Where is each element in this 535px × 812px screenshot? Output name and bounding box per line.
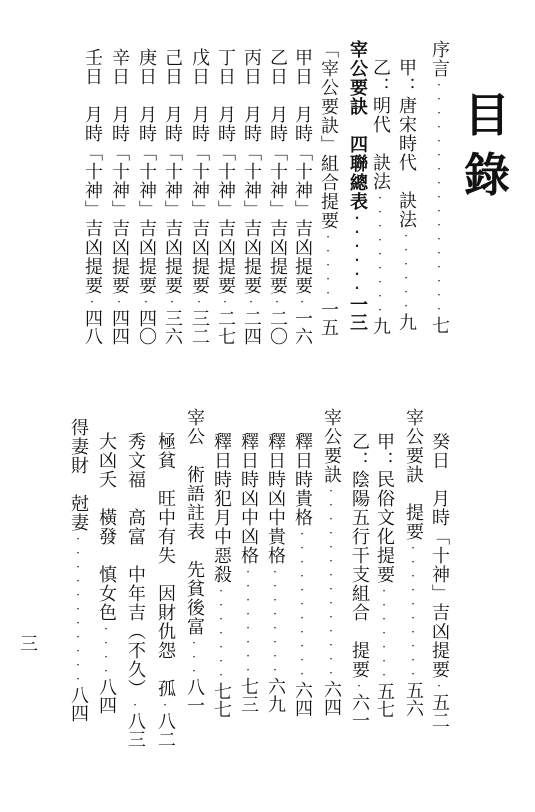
dot-leader: ··········· — [71, 532, 85, 686]
toc-entry — [185, 408, 203, 714]
dot-leader: · — [165, 295, 179, 309]
toc-entry — [239, 432, 257, 713]
toc-entry-title: 癸日 月時「十神」吉凶提要 — [429, 432, 450, 679]
toc-entry-page: 五六 — [403, 681, 424, 717]
toc-entry-title: 宰公要訣 — [321, 408, 342, 484]
toc-entry-page: 三二 — [189, 309, 210, 345]
dot-leader: · — [192, 295, 206, 309]
toc-entry — [293, 48, 311, 345]
toc-entry-title: 釋日時犯月中惡殺 — [211, 432, 232, 584]
toc-entry-page: 九 — [370, 317, 391, 335]
toc-entry-page: 四四 — [109, 309, 130, 345]
dot-leader: ········ — [241, 565, 255, 677]
toc-entry-page: 二七 — [215, 309, 236, 345]
toc-entry-page: 二〇 — [267, 309, 288, 345]
toc-entry — [190, 48, 208, 345]
dot-leader: · — [112, 295, 126, 309]
toc-entry — [371, 58, 389, 335]
toc-entry — [83, 48, 101, 345]
toc-entry-title: 庚日 月時「十神」吉凶提要 — [136, 48, 157, 295]
dot-leader: ····· — [321, 230, 335, 300]
dot-leader: · — [139, 295, 153, 309]
dot-leader: ······ — [399, 229, 413, 313]
toc-entry — [268, 48, 286, 345]
dot-leader: ··· — [187, 636, 201, 678]
toc-entry-title: 甲：民俗文化提要 — [374, 432, 395, 584]
toc-entry-title: 己日 月時「十神」吉凶提要 — [162, 48, 183, 295]
toc-entry-title: 極貧 旺中有失 因財仇怨 孤 — [155, 432, 176, 698]
dot-leader: · — [432, 679, 446, 693]
toc-entry-title: 辛日 月時「十神」吉凶提要 — [109, 48, 130, 295]
dot-leader: ······· — [214, 584, 228, 682]
toc-entry-page: 六一 — [349, 693, 370, 729]
toc-entry-page: 四〇 — [136, 309, 157, 345]
toc-entry-title: 乙日 月時「十神」吉凶提要 — [267, 48, 288, 295]
toc-entry — [97, 432, 115, 714]
toc-entry — [350, 432, 368, 729]
toc-entry-page: 七七 — [211, 682, 232, 718]
toc-entry-title: 乙：明代 訣法 — [370, 58, 391, 191]
toc-entry — [319, 40, 337, 336]
toc-entry-title: 得妻財 尅妻 — [68, 418, 89, 532]
toc-entry-title: 宰公要訣 四聯總表 — [347, 40, 368, 211]
toc-entry-page: 九 — [396, 313, 417, 331]
toc-entry-page: 四八 — [82, 309, 103, 345]
dot-leader: · — [158, 698, 172, 712]
dot-leader: ······· — [377, 584, 391, 682]
toc-entry-title: 甲日 月時「十神」吉凶提要 — [292, 48, 313, 295]
toc-entry — [216, 48, 234, 345]
toc-entry-page: 五二 — [429, 693, 450, 729]
toc-entry-page: 八三 — [125, 712, 146, 748]
dot-leader: · — [352, 679, 366, 693]
dot-leader: · — [244, 295, 258, 309]
toc-entry-title: 序言 — [429, 40, 450, 78]
toc-title-char-1: 目 — [464, 88, 510, 142]
toc-entry — [397, 58, 415, 331]
toc-entry-title: 大凶夭 橫發 慎女色 — [96, 432, 117, 622]
dot-leader: ·········· — [406, 541, 420, 681]
toc-entry-page: 五七 — [374, 682, 395, 718]
toc-entry — [375, 432, 393, 718]
toc-entry — [266, 432, 284, 713]
toc-entry-title: 秀文福 高富 中年吉（不久） — [125, 432, 146, 698]
toc-entry — [348, 40, 366, 331]
toc-entry-page: 八一 — [184, 678, 205, 714]
toc-entry — [163, 48, 181, 345]
toc-entry-title: 戊日 月時「十神」吉凶提要 — [189, 48, 210, 295]
toc-entry — [430, 40, 448, 334]
toc-entry-page: 一三 — [347, 295, 368, 331]
dot-leader: ··········· — [295, 527, 309, 681]
toc-entry-page: 八四 — [96, 678, 117, 714]
dot-leader: ·············· — [324, 484, 338, 680]
dot-leader: · — [295, 295, 309, 309]
toc-entry-page: 六九 — [265, 677, 286, 713]
toc-entry — [322, 408, 340, 716]
toc-entry-title: 乙：陰陽五行干支組合 提要 — [349, 432, 370, 679]
dot-leader: · — [128, 698, 142, 712]
toc-entry — [126, 432, 144, 748]
toc-entry-page: 七三 — [238, 677, 259, 713]
toc-entry — [137, 48, 155, 345]
toc-entry-page: 六四 — [321, 680, 342, 716]
toc-entry — [110, 48, 128, 345]
toc-entry-title: 壬日 月時「十神」吉凶提要 — [82, 48, 103, 295]
toc-entry-page: 八二 — [155, 712, 176, 748]
toc-entry-title: 「宰公要訣」組合提要 — [318, 40, 339, 230]
dot-leader: ········ — [268, 565, 282, 677]
toc-entry — [242, 48, 260, 345]
toc-title-char-2: 錄 — [464, 148, 510, 202]
toc-entry-page: 二四 — [241, 309, 262, 345]
toc-entry-page: 一五 — [318, 300, 339, 336]
dot-leader: ······ — [350, 211, 364, 295]
toc-entry-title: 宰公要訣 提要 — [403, 408, 424, 541]
toc-entry-title: 釋日時凶中貴格 — [265, 432, 286, 565]
toc-entry — [212, 432, 230, 718]
toc-entry-title: 宰公 術語註表 先貧後富 — [184, 408, 205, 636]
toc-entry — [404, 408, 422, 717]
dot-leader: ···· — [99, 622, 113, 678]
dot-leader: · — [85, 295, 99, 309]
toc-entry — [293, 432, 311, 717]
toc-entry-page: 一六 — [292, 309, 313, 345]
dot-leader: · — [270, 295, 284, 309]
page-number: 三 — [20, 634, 38, 655]
dot-leader: ················· — [432, 78, 446, 316]
toc-entry-title: 釋日時貴格 — [292, 432, 313, 527]
toc-entry — [69, 418, 87, 722]
toc-entry-page: 六四 — [292, 681, 313, 717]
toc-entry-page: 七 — [429, 316, 450, 334]
toc-entry-title: 釋日時凶中凶格 — [238, 432, 259, 565]
dot-leader: ········· — [373, 191, 387, 317]
toc-entry — [156, 432, 174, 748]
toc-entry-page: 八四 — [68, 686, 89, 722]
toc-entry-title: 甲：唐宋時代 訣法 — [396, 58, 417, 229]
toc-entry-title: 丁日 月時「十神」吉凶提要 — [215, 48, 236, 295]
dot-leader: · — [218, 295, 232, 309]
toc-entry — [430, 432, 448, 729]
toc-entry-title: 丙日 月時「十神」吉凶提要 — [241, 48, 262, 295]
toc-entry-page: 三六 — [162, 309, 183, 345]
